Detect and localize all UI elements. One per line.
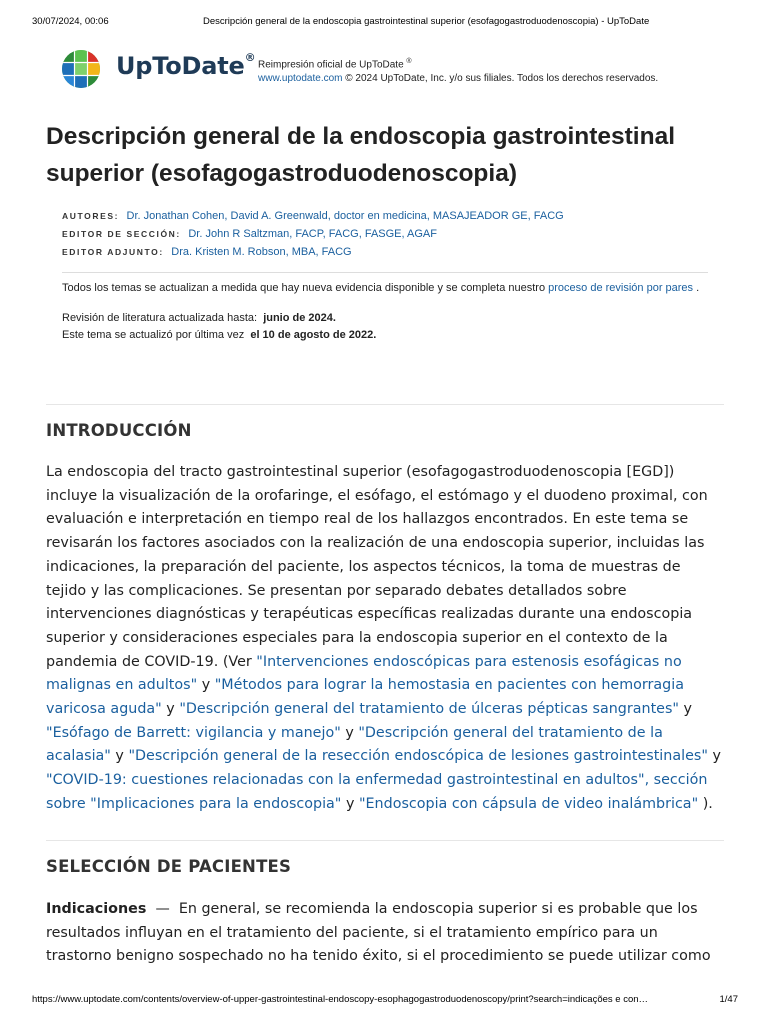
link-barrett-esophagus[interactable]: "Esófago de Barrett: vigilancia y manejo": [46, 724, 341, 741]
brand-header: [61, 49, 721, 89]
last-updated-date: Este tema se actualizó por última vez el 10 de agosto de 2022.: [62, 329, 377, 341]
credit-label: EDITOR DE SECCIÓN:: [62, 229, 181, 239]
section-divider: [46, 840, 724, 841]
article-credits: [62, 207, 722, 261]
link-bleeding-peptic-ulcers[interactable]: "Descripción general del tratamiento de úlceras pépticas sangrantes": [179, 701, 679, 718]
intro-paragraph: La endoscopia del tracto gastrointestinal superior (esofagogastroduodenoscopia [EGD]) incluye la visualización de la orofaringe, el esófago, el estómago y el duodeno proximal, con evaluación e interpretación en tiempo real de los hallazgos encontrados. En este tema se revisarán los factores asociados con la realización de una endoscopia superior, incluidas las indicaciones, la preparación del paciente, los aspectos técnicos, la toma de muestras de tejido y las complicaciones. Se presentan por separado debates detallados sobre intervenciones diagnósticas y terapéuticas específicas realizadas durante una endoscopia superior y consideraciones especiales para la endoscopia superior en el contexto de la pandemia de COVID-19. (Ver "Intervenciones endoscópicas para estenosis esofágicas no malignas en adultos" y "Métodos para lograr la hemostasia en pacientes con hemorragia varicosa aguda" y "Descripción general del tratamiento de úlceras pépticas sangrantes" y "Esófago de Barrett: vigilancia y manejo" y "Descripción general del tratamiento de la acalasia" y "Descripción general de la resección endoscópica de lesiones gastrointestinales" y "COVID-19: cuestiones relacionadas con la enfermedad gastrointestinal en adultos", sección sobre "Implicaciones para la endoscopia" y "Endoscopia con cápsula de video inalámbrica" ).: [46, 464, 721, 812]
reprint-mark: ®: [406, 58, 412, 65]
print-footer: [0, 994, 768, 1008]
brand-name: UpToDate®: [116, 51, 256, 80]
credit-label: EDITOR ADJUNTO:: [62, 247, 164, 257]
credit-label: AUTORES:: [62, 211, 120, 221]
section-editor-link[interactable]: Dr. John R Saltzman, FACP, FACG, FASGE, AGAF: [188, 228, 437, 240]
uptodate-site-link[interactable]: www.uptodate.com: [258, 73, 343, 85]
link-covid-gi-endoscopy[interactable]: "COVID-19: cuestiones relacionadas con la enfermedad gastrointestinal en adultos", sección sobre "Implicaciones para la endoscopia": [46, 772, 708, 812]
link-endoscopic-resection[interactable]: "Descripción general de la resección endoscópica de lesiones gastrointestinales": [128, 748, 708, 765]
uptodate-logo-icon: [61, 49, 101, 89]
update-note: Todos los temas se actualizan a medida que hay nueva evidencia disponible y se completa nuestro proceso de revisión por pares .: [62, 282, 700, 294]
reprint-line: Reimpresión oficial de UpToDate: [258, 59, 404, 71]
link-capsule-endoscopy[interactable]: "Endoscopia con cápsula de video inalámbrica": [358, 795, 699, 812]
print-url: https://www.uptodate.com/contents/overview-of-upper-gastrointestinal-endoscopy-esophagogastroduodenoscopy/print?search=indicações e con…: [32, 994, 649, 1005]
literature-review-box: [62, 272, 708, 344]
link-esophageal-strictures[interactable]: "Intervenciones endoscópicas para estenosis esofágicas no malignas en adultos": [46, 653, 682, 694]
link-achalasia-treatment[interactable]: "Descripción general del tratamiento de la acalasia": [46, 724, 663, 765]
indications-term: Indicaciones: [46, 901, 147, 917]
section-divider: [46, 404, 724, 405]
authors-link[interactable]: Dr. Jonathan Cohen, David A. Greenwald, doctor en medicina, MASAJEADOR GE, FACG: [126, 210, 564, 222]
intro-heading: INTRODUCCIÓN: [46, 421, 192, 440]
link-variceal-hemostasis[interactable]: "Métodos para lograr la hemostasia en pacientes con hemorragia varicosa aguda": [46, 677, 684, 718]
deputy-editor-link[interactable]: Dra. Kristen M. Robson, MBA, FACG: [171, 246, 352, 258]
indications-paragraph: Indicaciones — En general, se recomienda la endoscopia superior si es probable que los resultados influyan en el tratamiento del paciente, si el tratamiento empírico para un trastorno benigno sospechado no ha tenido éxito, si el procedimiento se puede utilizar como: [46, 901, 711, 965]
article-title: Descripción general de la endoscopia gastrointestinal superior (esofagogastroduodenoscopia): [46, 123, 676, 187]
credit-authors: [62, 207, 722, 225]
credit-deputy-editor: [62, 243, 722, 261]
print-date: 30/07/2024, 00:06: [32, 16, 109, 27]
credit-section-editor: [62, 225, 722, 243]
peer-review-link[interactable]: proceso de revisión por pares: [548, 282, 694, 294]
print-header: [0, 16, 768, 30]
patient-selection-heading: SELECCIÓN DE PACIENTES: [46, 857, 292, 876]
reprint-notice: [258, 55, 658, 86]
print-page-title: Descripción general de la endoscopia gastrointestinal superior (esofagogastroduodenoscopia) - UpToDate: [203, 16, 650, 27]
page-number: 1/47: [719, 994, 738, 1005]
copyright-text: © 2024 UpToDate, Inc. y/o sus filiales. Todos los derechos reservados.: [345, 73, 659, 85]
review-date: Revisión de literatura actualizada hasta: junio de 2024.: [62, 312, 336, 324]
